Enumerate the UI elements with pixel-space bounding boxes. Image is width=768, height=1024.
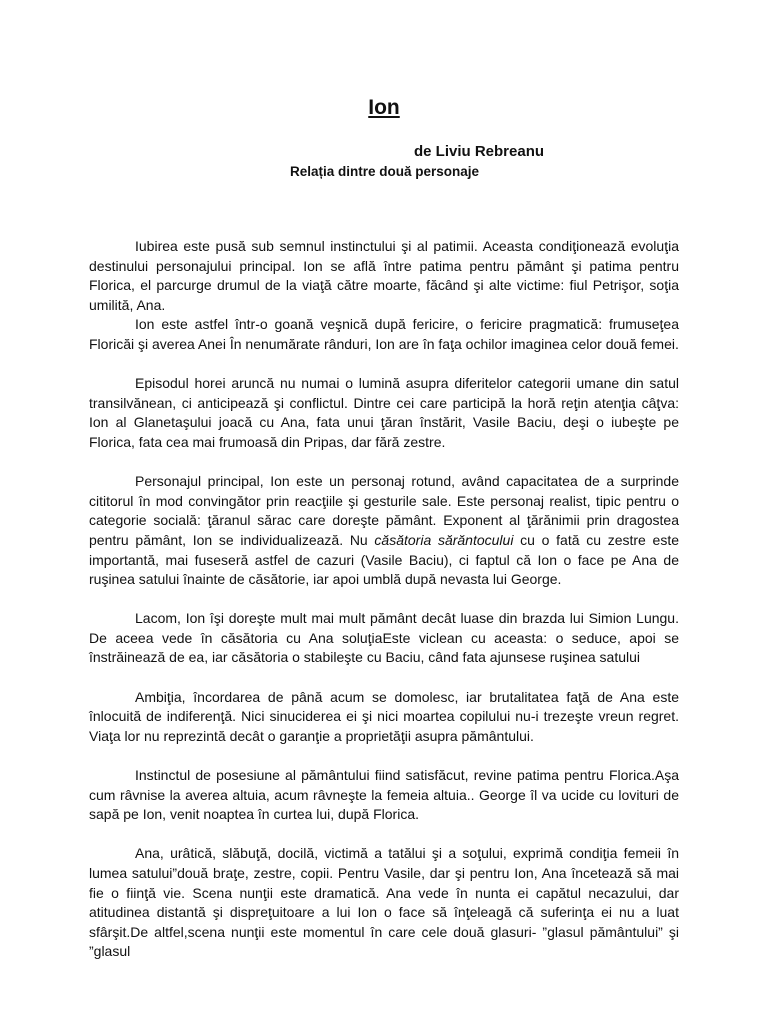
paragraph-5: Lacom, Ion îşi doreşte mult mai mult pământ decât luase din brazda lui Simion Lungu. De aceea vede în căsătoria cu Ana soluţiaEste viclean cu aceasta: o seduce, apoi se înstrăinează de ea, iar căsătoria o stabileşte cu Baciu, când fata ajunsese ruşinea satului: [89, 610, 679, 666]
paragraph-1: Iubirea este pusă sub semnul instinctului şi al patimii. Aceasta condiţionează evoluţia destinului personajului principal. Ion se află între patima pentru pământ şi patima pentru Florica, el parcurge drumul de la viaţă către moarte, făcând şi alte victime: fiul Petrişor, soţia umilită, Ana.: [89, 238, 679, 313]
document-author: de Liviu Rebreanu: [414, 143, 545, 160]
paragraph-4-after: cu o fată cu zestre este importantă, mai fuseseră astfel de cazuri (Vasile Baciu), ci faptul că Ion o face pe Ana de ruşinea satului înainte de căsătorie, iar apoi umblă după nevasta lui George.: [89, 531, 679, 588]
paragraph-8: Ana, urâtică, slăbuţă, docilă, victimă a tatălui şi a soţului, exprimă condiţia femeii în lumea satului”două braţe, zestre, copii. Pentru Vasile, dar şi pentru Ion, Ana încetează să mai fie o fiinţă vie. Scena nunţii este dramatică. Ana vede în nunta ei capătul necazului, dar atitudinea distantă şi dispreţuitoare a lui Ion o face să înţeleagă că suferinţa ei nu a luat sfârşit.De altfel,scena nunţii este momentul în care cele două glasuri- ”glasul pământului” şi ”glasul: [89, 845, 679, 960]
document-body: [89, 237, 679, 962]
paragraph-3: Episodul horei aruncă nu numai o lumină asupra diferitelor categorii umane din satul transilvănean, ci anticipează şi conflictul. Dintre cei care participă la horă reţin atenţia câţva: Ion al Glanetaşului joacă cu Ana, fata unui ţăran înstărit, Vasile Baciu, deşi o iubeşte pe Florica, fata cea mai frumoasă din Pripas, dar fără zestre.: [89, 375, 679, 450]
document-title: Ion: [368, 96, 400, 119]
paragraph-4: [89, 472, 679, 590]
document-subtitle: Relația dintre două personaje: [290, 164, 480, 179]
paragraph-7: Instinctul de posesiune al pământului fiind satisfăcut, revine patima pentru Florica.Aşa cum râvnise la averea altuia, acum râvneşte la femeia altuia.. George îl va ucide cu lovituri de sapă pe Ion, venit noaptea în curtea lui, după Florica.: [89, 767, 679, 823]
paragraph-4-emphasis: căsătoria sărăntocului: [374, 531, 514, 548]
paragraph-6: Ambiţia, încordarea de până acum se domolesc, iar brutalitatea faţă de Ana este înlocuită de indiferenţă. Nici sinuciderea ei şi nici moartea copilului nu-i trezeşte vreun regret. Viaţa lor nu reprezintă decât o garanţie a proprietăţii asupra pământului.: [89, 688, 679, 744]
paragraph-4-before: Personajul principal, Ion este un personaj rotund, având capacitatea de a surprinde cititorul în mod convingător prin reacţiile şi gesturile sale. Este personaj realist, tipic pentru o categorie socială: ţăranul sărac care doreşte pământ. Exponent al ţărănimii prin dragostea pentru pământ, Ion se individualizează. Nu: [89, 473, 679, 548]
paragraph-2: Ion este astfel într-o goană veşnică după fericire, o fericire pragmatică: frumuseţea Floricăi şi averea Anei În nenumărate rânduri, Ion are în faţa ochilor imaginea celor două femei.: [89, 316, 679, 352]
